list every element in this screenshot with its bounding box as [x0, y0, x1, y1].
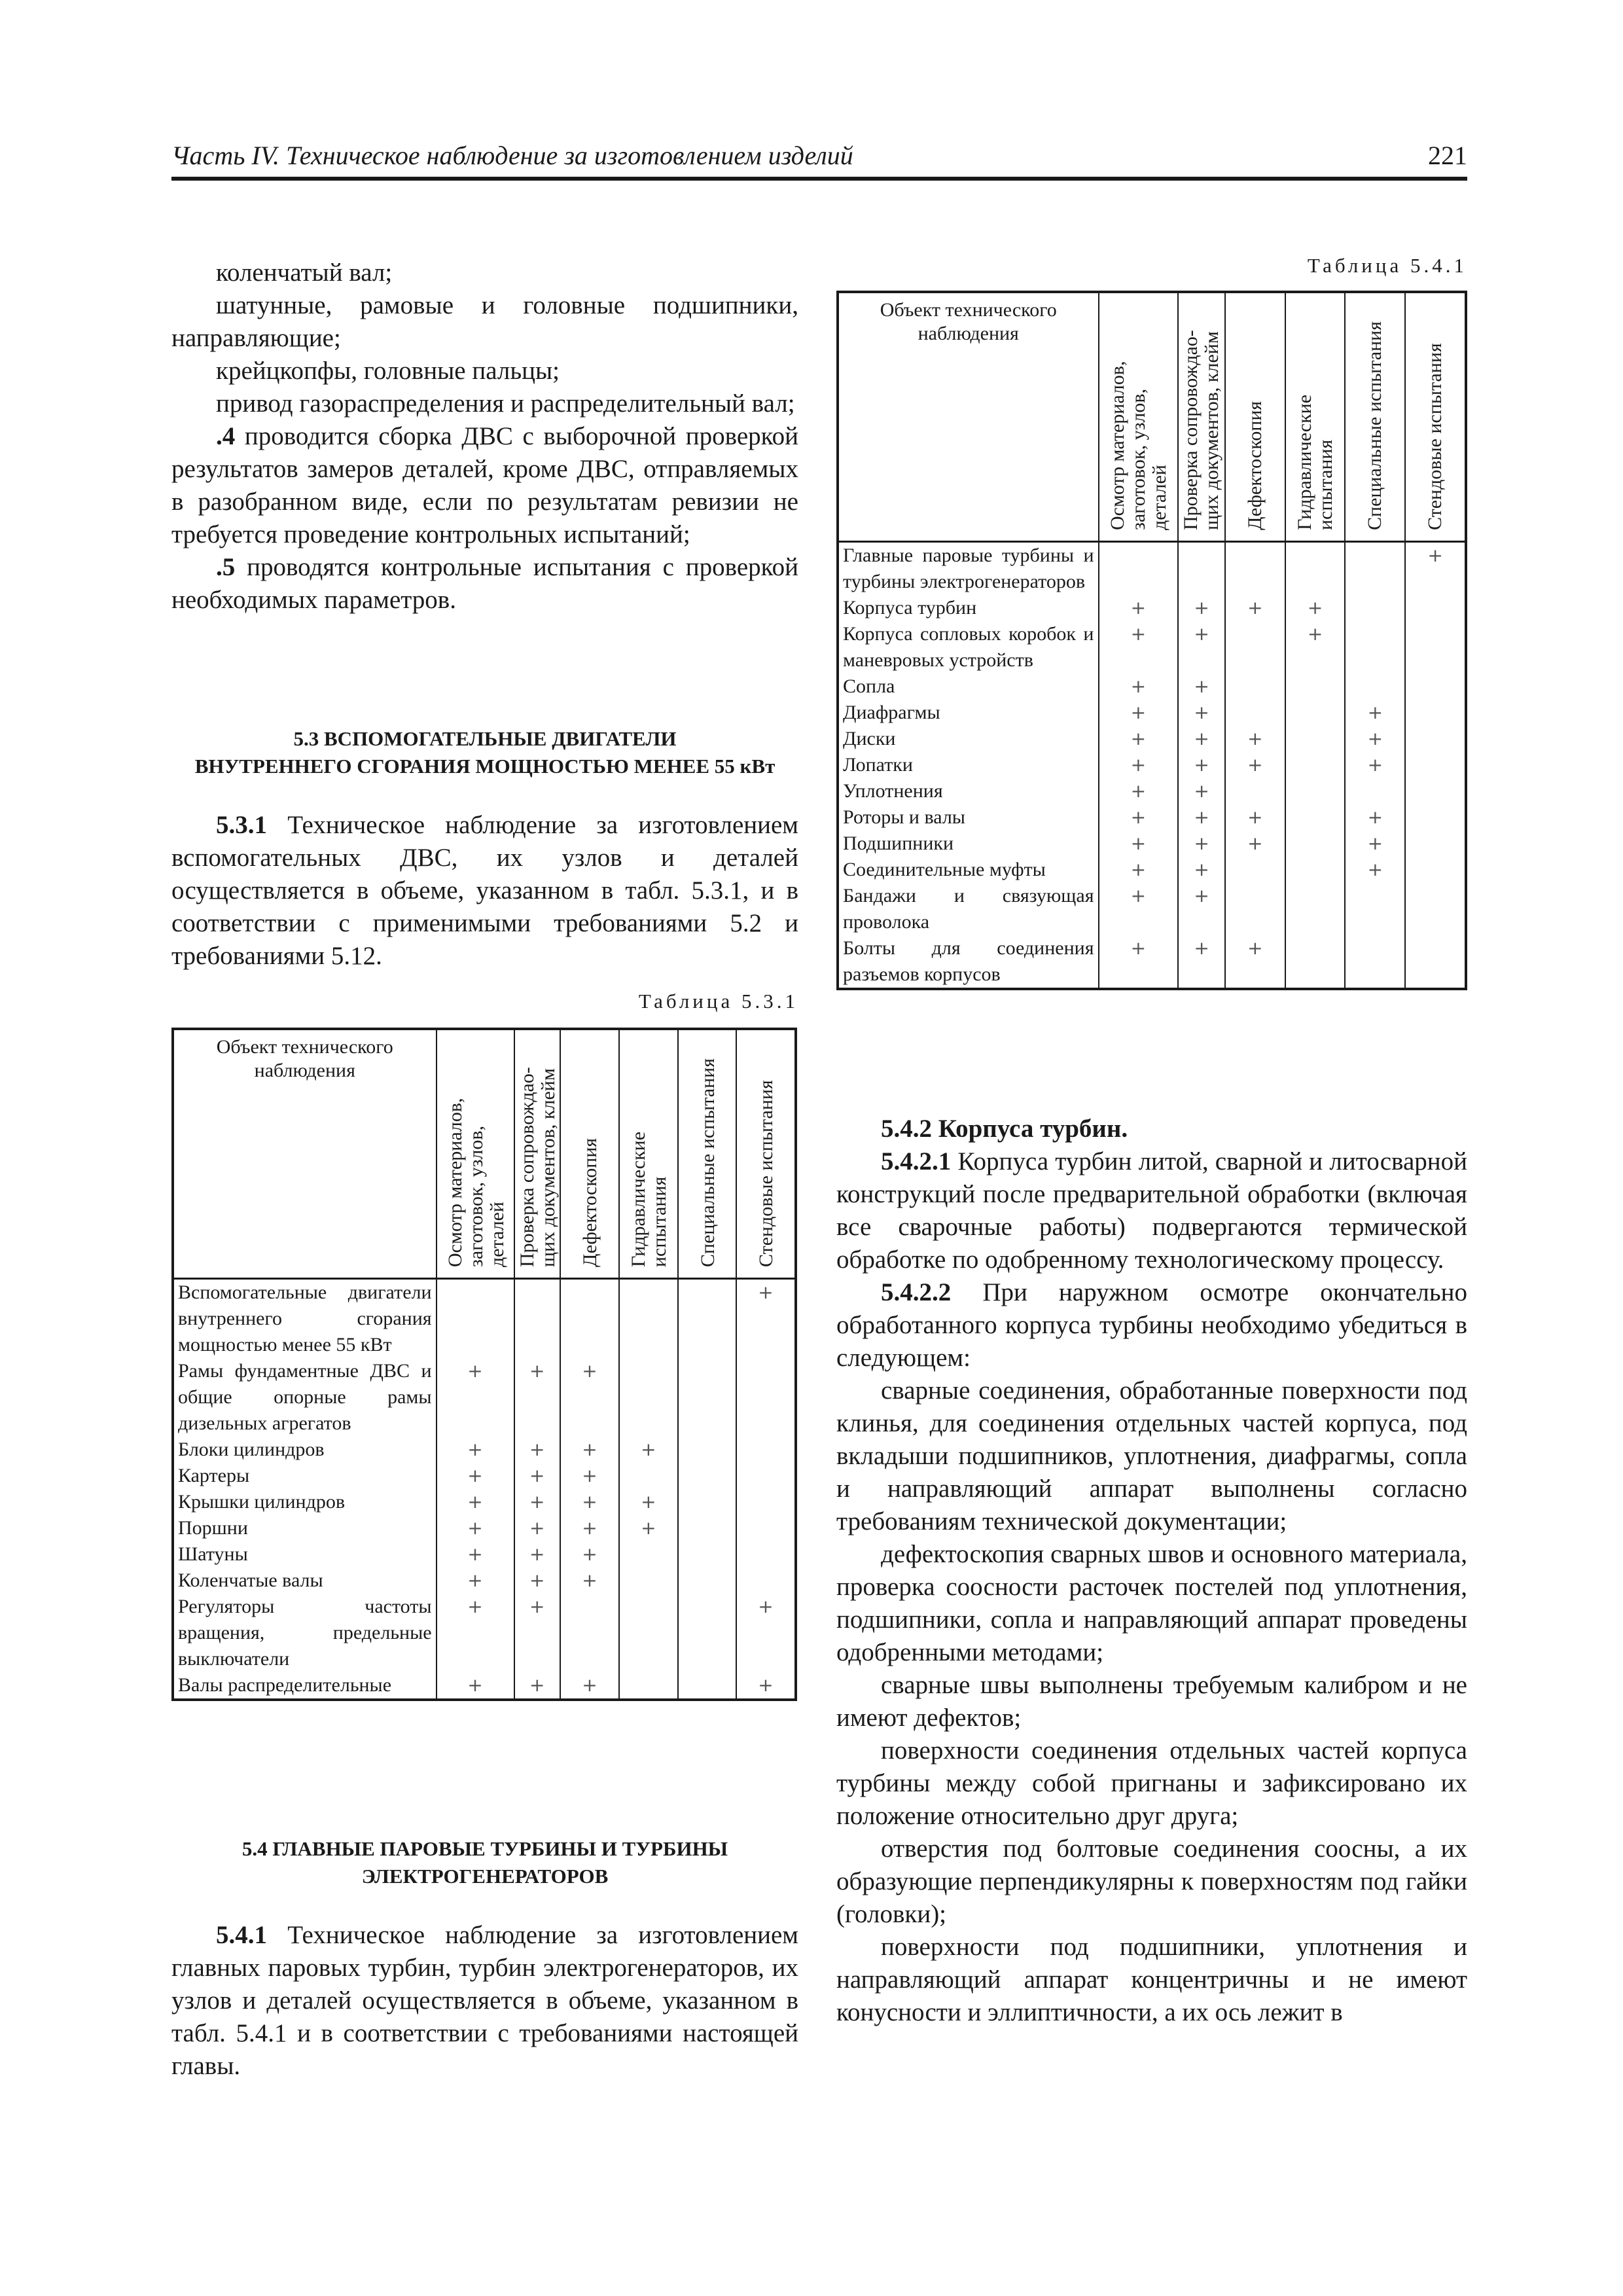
- row-mark-cell: +: [560, 1672, 619, 1700]
- row-mark-cell: [1285, 700, 1346, 726]
- row-mark-cell: [1405, 883, 1466, 935]
- paragraph: [171, 420, 798, 551]
- row-object-name: Бандажи и связующая проволока: [838, 883, 1099, 935]
- para-number: 5.4.2.2: [881, 1278, 952, 1306]
- header-column-label: Осмотр материалов, заготовок, узлов, деталей: [1106, 361, 1170, 530]
- row-mark-cell: [1225, 621, 1285, 673]
- row-mark-cell: [1405, 857, 1466, 883]
- row-mark-cell: +: [736, 1279, 796, 1359]
- row-mark-cell: +: [437, 1568, 514, 1594]
- row-mark-cell: [1285, 804, 1346, 831]
- para-number: 5.3.1: [216, 811, 267, 839]
- para-text: Техническое наблюдение за изготовлением вспомогательных ДВС, их узлов и деталей осуществляется в объеме, указанном в табл. 5.3.1, и в соответствии с применимыми требованиями 5.2 и требованиями 5.12.: [171, 811, 798, 970]
- header-column-label: Специальные испытания: [1364, 321, 1386, 530]
- row-mark-cell: [1285, 778, 1346, 804]
- row-mark-cell: [514, 1279, 561, 1359]
- para-text: крейцкопфы, головные пальцы;: [216, 357, 560, 385]
- header-object: Объект технического наблюдения: [838, 292, 1099, 542]
- row-mark-cell: +: [437, 1489, 514, 1515]
- table-row: [173, 1672, 796, 1700]
- row-mark-cell: [1405, 595, 1466, 621]
- row-mark-cell: [1345, 542, 1405, 596]
- row-object-name: Соединительные муфты: [838, 857, 1099, 883]
- row-mark-cell: +: [1099, 831, 1179, 857]
- header-column-label: Проверка сопровождао- щих документов, клейм: [1180, 330, 1223, 530]
- row-mark-cell: [619, 1279, 678, 1359]
- row-mark-cell: +: [1178, 857, 1225, 883]
- row-mark-cell: [1345, 935, 1405, 989]
- paragraph: [836, 1931, 1467, 2029]
- row-mark-cell: [1225, 883, 1285, 935]
- table-row: [173, 1358, 796, 1437]
- table-row: [838, 752, 1466, 778]
- row-mark-cell: [1345, 673, 1405, 700]
- paragraph: [836, 1145, 1467, 1276]
- row-mark-cell: +: [1405, 542, 1466, 596]
- row-mark-cell: +: [1285, 595, 1346, 621]
- row-mark-cell: +: [514, 1672, 561, 1700]
- header-column-label: Стендовые испытания: [755, 1080, 777, 1267]
- row-mark-cell: +: [1099, 673, 1179, 700]
- para-text: отверстия под болтовые соединения соосны, а их образующие перпендикулярны к поверхностям под гайки (головки);: [836, 1835, 1467, 1928]
- section-heading-line: ВНУТРЕННЕГО СГОРАНИЯ МОЩНОСТЬЮ МЕНЕЕ 55 кВт: [194, 755, 776, 778]
- row-mark-cell: [1405, 804, 1466, 831]
- row-mark-cell: [1225, 542, 1285, 596]
- header-column: [1099, 292, 1179, 542]
- header-column-label: Гидравлические испытания: [627, 1131, 670, 1267]
- row-mark-cell: +: [437, 1463, 514, 1489]
- row-mark-cell: +: [560, 1541, 619, 1568]
- para-number: 5.4.2.1: [881, 1147, 952, 1175]
- section-heading-line: ЭЛЕКТРОГЕНЕРАТОРОВ: [361, 1865, 609, 1888]
- row-mark-cell: +: [437, 1672, 514, 1700]
- table-row: [838, 883, 1466, 935]
- row-mark-cell: [678, 1541, 736, 1568]
- section-heading-line: 5.3 ВСПОМОГАТЕЛЬНЫЕ ДВИГАТЕЛИ: [293, 727, 677, 750]
- row-mark-cell: +: [560, 1515, 619, 1541]
- row-mark-cell: +: [1178, 883, 1225, 935]
- row-mark-cell: [1285, 857, 1346, 883]
- row-mark-cell: [678, 1358, 736, 1437]
- row-mark-cell: +: [514, 1541, 561, 1568]
- table-5-3-1: [171, 1028, 797, 1701]
- left-top-text: [171, 257, 798, 617]
- row-object-name: Лопатки: [838, 752, 1099, 778]
- para-text: привод газораспределения и распределительный вал;: [216, 389, 795, 418]
- row-object-name: Крышки цилиндров: [173, 1489, 437, 1515]
- row-mark-cell: +: [1285, 621, 1346, 673]
- header-column: [1405, 292, 1466, 542]
- row-object-name: Коленчатые валы: [173, 1568, 437, 1594]
- row-mark-cell: +: [1178, 752, 1225, 778]
- header-column: [560, 1029, 619, 1279]
- table-row: [838, 726, 1466, 752]
- row-mark-cell: [1225, 778, 1285, 804]
- row-mark-cell: [1405, 831, 1466, 857]
- row-mark-cell: +: [560, 1463, 619, 1489]
- row-mark-cell: [1225, 673, 1285, 700]
- row-mark-cell: [1285, 726, 1346, 752]
- row-mark-cell: +: [736, 1594, 796, 1672]
- row-mark-cell: +: [560, 1437, 619, 1463]
- row-mark-cell: [619, 1541, 678, 1568]
- row-mark-cell: +: [1099, 726, 1179, 752]
- row-mark-cell: +: [1099, 595, 1179, 621]
- paragraph: [836, 1276, 1467, 1374]
- section-5-4-heading: [171, 1835, 798, 1890]
- row-mark-cell: +: [1178, 621, 1225, 673]
- row-mark-cell: [619, 1594, 678, 1672]
- header-column: [678, 1029, 736, 1279]
- running-header-title: Часть IV. Техническое наблюдение за изготовлением изделий: [171, 141, 853, 170]
- para-text: проводятся контрольные испытания с проверкой необходимых параметров.: [171, 553, 798, 614]
- row-mark-cell: [1405, 752, 1466, 778]
- row-mark-cell: +: [1345, 857, 1405, 883]
- row-mark-cell: [1405, 726, 1466, 752]
- table-row: [173, 1541, 796, 1568]
- row-object-name: Роторы и валы: [838, 804, 1099, 831]
- row-mark-cell: [1285, 752, 1346, 778]
- para-text: Техническое наблюдение за изготовлением главных паровых турбин, турбин электрогенераторов, их узлов и деталей осуществляется в объеме, указанном в табл. 5.4.1 и в соответствии с требованиями настоящей главы.: [171, 1921, 798, 2080]
- page-number: 221: [1428, 141, 1467, 170]
- table-row: [838, 857, 1466, 883]
- row-mark-cell: +: [1345, 752, 1405, 778]
- row-mark-cell: +: [1178, 804, 1225, 831]
- para-text: При наружном осмотре окончательно обработанного корпуса турбины необходимо убедиться в следующем:: [836, 1278, 1467, 1372]
- row-mark-cell: +: [1099, 883, 1179, 935]
- row-mark-cell: [678, 1568, 736, 1594]
- row-mark-cell: +: [1345, 726, 1405, 752]
- section-heading-line: 5.4 ГЛАВНЫЕ ПАРОВЫЕ ТУРБИНЫ И ТУРБИНЫ: [241, 1837, 728, 1860]
- para-5-3-1: [171, 809, 798, 973]
- row-mark-cell: [1285, 935, 1346, 989]
- table-5-4-1: [836, 291, 1467, 990]
- row-mark-cell: +: [619, 1515, 678, 1541]
- row-mark-cell: +: [736, 1672, 796, 1700]
- row-mark-cell: +: [1178, 778, 1225, 804]
- row-mark-cell: +: [1099, 621, 1179, 673]
- header-column: [1178, 292, 1225, 542]
- row-mark-cell: +: [437, 1594, 514, 1672]
- para-number: .5: [216, 553, 236, 581]
- row-mark-cell: +: [1099, 935, 1179, 989]
- row-mark-cell: [678, 1672, 736, 1700]
- row-mark-cell: [1345, 621, 1405, 673]
- para-text: сварные швы выполнены требуемым калибром и не имеют дефектов;: [836, 1671, 1467, 1732]
- row-mark-cell: +: [1178, 673, 1225, 700]
- row-mark-cell: +: [437, 1437, 514, 1463]
- header-column-label: Дефектоскопия: [579, 1138, 601, 1267]
- row-mark-cell: +: [1099, 804, 1179, 831]
- row-mark-cell: +: [1099, 700, 1179, 726]
- table-row: [838, 935, 1466, 989]
- row-mark-cell: [1345, 778, 1405, 804]
- row-object-name: Картеры: [173, 1463, 437, 1489]
- row-mark-cell: [1285, 542, 1346, 596]
- header-object: Объект технического наблюдения: [173, 1029, 437, 1279]
- row-object-name: Главные паровые турбины и турбины электрогенераторов: [838, 542, 1099, 596]
- row-object-name: Валы распределительные: [173, 1672, 437, 1700]
- row-mark-cell: [678, 1489, 736, 1515]
- row-mark-cell: [736, 1489, 796, 1515]
- table-row: [173, 1489, 796, 1515]
- para-text: поверхности под подшипники, уплотнения и направляющий аппарат концентричны и не имеют конусности и эллиптичности, а их ось лежит в: [836, 1933, 1467, 2026]
- row-object-name: Корпуса турбин: [838, 595, 1099, 621]
- row-mark-cell: [736, 1437, 796, 1463]
- table-row: [838, 700, 1466, 726]
- row-mark-cell: +: [437, 1358, 514, 1437]
- para-5-4-1: [171, 1919, 798, 2083]
- table-row: [838, 621, 1466, 673]
- row-mark-cell: [736, 1568, 796, 1594]
- header-column: [437, 1029, 514, 1279]
- row-mark-cell: +: [514, 1515, 561, 1541]
- row-object-name: Подшипники: [838, 831, 1099, 857]
- row-mark-cell: [1225, 700, 1285, 726]
- section-5-4-2: [836, 1113, 1467, 2029]
- row-mark-cell: +: [514, 1463, 561, 1489]
- header-column: [1345, 292, 1405, 542]
- row-object-name: Корпуса сопловых коробок и маневровых устройств: [838, 621, 1099, 673]
- row-object-name: Уплотнения: [838, 778, 1099, 804]
- row-mark-cell: +: [1225, 595, 1285, 621]
- para-number: 5.4.1: [216, 1921, 267, 1949]
- row-mark-cell: +: [560, 1358, 619, 1437]
- row-mark-cell: [678, 1463, 736, 1489]
- row-mark-cell: +: [1178, 595, 1225, 621]
- row-mark-cell: +: [1178, 700, 1225, 726]
- row-mark-cell: +: [619, 1489, 678, 1515]
- header-column-label: Гидравлические испытания: [1293, 394, 1336, 530]
- header-column-label: Проверка сопровождао- щих документов, клейм: [516, 1067, 559, 1267]
- paragraph: [171, 289, 798, 355]
- table-row: [838, 595, 1466, 621]
- row-mark-cell: [1405, 621, 1466, 673]
- row-mark-cell: [619, 1358, 678, 1437]
- row-mark-cell: [619, 1463, 678, 1489]
- row-mark-cell: [1285, 831, 1346, 857]
- row-mark-cell: +: [619, 1437, 678, 1463]
- row-object-name: Блоки цилиндров: [173, 1437, 437, 1463]
- table-row: [173, 1515, 796, 1541]
- header-column: [1225, 292, 1285, 542]
- row-mark-cell: [736, 1358, 796, 1437]
- row-mark-cell: +: [1099, 778, 1179, 804]
- header-column-label: Стендовые испытания: [1424, 343, 1446, 530]
- row-mark-cell: [678, 1515, 736, 1541]
- paragraph: [836, 1669, 1467, 1734]
- row-mark-cell: +: [1225, 935, 1285, 989]
- subsection-heading: 5.4.2 Корпуса турбин.: [881, 1115, 1128, 1143]
- row-mark-cell: [1285, 883, 1346, 935]
- row-mark-cell: +: [437, 1515, 514, 1541]
- row-mark-cell: +: [514, 1594, 561, 1672]
- row-mark-cell: [1178, 542, 1225, 596]
- row-mark-cell: +: [514, 1568, 561, 1594]
- para-text: проводится сборка ДВС с выборочной проверкой результатов замеров деталей, кроме ДВС, отправляемых в разобранном виде, если по результатам ревизии не требуется проведение контрольных испытаний;: [171, 422, 798, 548]
- paragraph: [836, 1374, 1467, 1538]
- paragraph: [836, 1538, 1467, 1669]
- table-row: [173, 1594, 796, 1672]
- header-column: [514, 1029, 561, 1279]
- paragraph: [171, 387, 798, 420]
- row-mark-cell: [1405, 700, 1466, 726]
- paragraph: [836, 1833, 1467, 1931]
- header-column: [1285, 292, 1346, 542]
- table-row: [838, 778, 1466, 804]
- section-5-3-heading: [171, 725, 798, 780]
- row-mark-cell: +: [514, 1489, 561, 1515]
- row-mark-cell: +: [1178, 831, 1225, 857]
- row-mark-cell: +: [1225, 726, 1285, 752]
- row-mark-cell: [1285, 673, 1346, 700]
- table-row: [838, 673, 1466, 700]
- row-object-name: Болты для соединения разъемов корпусов: [838, 935, 1099, 989]
- row-mark-cell: +: [1225, 831, 1285, 857]
- table-row: [838, 831, 1466, 857]
- row-mark-cell: +: [1099, 857, 1179, 883]
- row-object-name: Шатуны: [173, 1541, 437, 1568]
- row-mark-cell: [736, 1463, 796, 1489]
- row-mark-cell: [1405, 935, 1466, 989]
- row-object-name: Диски: [838, 726, 1099, 752]
- header-rule: [171, 177, 1467, 181]
- row-mark-cell: +: [437, 1541, 514, 1568]
- row-object-name: Вспомогательные двигатели внутреннего сгорания мощностью менее 55 кВт: [173, 1279, 437, 1359]
- table-5-4-1-caption: Таблица 5.4.1: [1307, 254, 1467, 277]
- para-text: сварные соединения, обработанные поверхности под клинья, для соединения отдельных частей корпуса, под вкладыши подшипников, уплотнения, диафрагмы, сопла и направляющий аппарат выполнены согласно требованиям технической документации;: [836, 1376, 1467, 1535]
- header-column: [736, 1029, 796, 1279]
- row-mark-cell: [736, 1515, 796, 1541]
- row-mark-cell: [1405, 778, 1466, 804]
- row-mark-cell: +: [1178, 726, 1225, 752]
- row-mark-cell: +: [560, 1568, 619, 1594]
- row-mark-cell: +: [560, 1489, 619, 1515]
- row-mark-cell: +: [514, 1358, 561, 1437]
- row-object-name: Поршни: [173, 1515, 437, 1541]
- paragraph: [171, 551, 798, 617]
- header-column-label: Осмотр материалов, заготовок, узлов, деталей: [444, 1098, 508, 1267]
- para-text: дефектоскопия сварных швов и основного материала, проверка соосности расточек постелей под уплотнения, подшипники, сопла и направляющий аппарат проведены одобренными методами;: [836, 1540, 1467, 1666]
- table-row: [173, 1279, 796, 1359]
- para-text: шатунные, рамовые и головные подшипники, направляющие;: [171, 291, 798, 352]
- row-object-name: Сопла: [838, 673, 1099, 700]
- para-text: Корпуса турбин литой, сварной и литосварной конструкций после предварительной обработки (включая все сварочные работы) подвергаются термической обработке по одобренному технологическому процессу.: [836, 1147, 1467, 1274]
- paragraph: [171, 257, 798, 289]
- row-object-name: Регуляторы частоты вращения, предельные выключатели: [173, 1594, 437, 1672]
- table-5-3-1-caption: Таблица 5.3.1: [638, 990, 798, 1013]
- row-mark-cell: +: [1345, 831, 1405, 857]
- row-mark-cell: [1405, 673, 1466, 700]
- row-mark-cell: [736, 1541, 796, 1568]
- para-text: коленчатый вал;: [216, 259, 393, 287]
- row-mark-cell: +: [1345, 700, 1405, 726]
- row-mark-cell: [560, 1594, 619, 1672]
- row-mark-cell: [619, 1568, 678, 1594]
- row-mark-cell: [437, 1279, 514, 1359]
- row-mark-cell: +: [1225, 804, 1285, 831]
- row-mark-cell: +: [514, 1437, 561, 1463]
- row-mark-cell: [1099, 542, 1179, 596]
- row-mark-cell: [1345, 595, 1405, 621]
- header-column: [619, 1029, 678, 1279]
- row-mark-cell: [1225, 857, 1285, 883]
- row-mark-cell: [678, 1594, 736, 1672]
- table-row: [838, 804, 1466, 831]
- row-mark-cell: [1345, 883, 1405, 935]
- row-object-name: Рамы фундаментные ДВС и общие опорные рамы дизельных агрегатов: [173, 1358, 437, 1437]
- row-mark-cell: +: [1178, 935, 1225, 989]
- row-mark-cell: +: [1099, 752, 1179, 778]
- paragraph: [836, 1734, 1467, 1833]
- row-object-name: Диафрагмы: [838, 700, 1099, 726]
- paragraph: [171, 355, 798, 387]
- para-number: .4: [216, 422, 236, 450]
- row-mark-cell: [560, 1279, 619, 1359]
- row-mark-cell: [678, 1279, 736, 1359]
- table-row: [173, 1437, 796, 1463]
- row-mark-cell: [678, 1437, 736, 1463]
- header-column-label: Специальные испытания: [696, 1058, 719, 1267]
- table-row: [173, 1568, 796, 1594]
- table-row: [173, 1463, 796, 1489]
- table-row: [838, 542, 1466, 596]
- para-text: поверхности соединения отдельных частей корпуса турбины между собой пригнаны и зафиксировано их положение относительно друг друга;: [836, 1736, 1467, 1830]
- row-mark-cell: +: [1225, 752, 1285, 778]
- header-column-label: Дефектоскопия: [1243, 401, 1266, 530]
- row-mark-cell: [619, 1672, 678, 1700]
- row-mark-cell: +: [1345, 804, 1405, 831]
